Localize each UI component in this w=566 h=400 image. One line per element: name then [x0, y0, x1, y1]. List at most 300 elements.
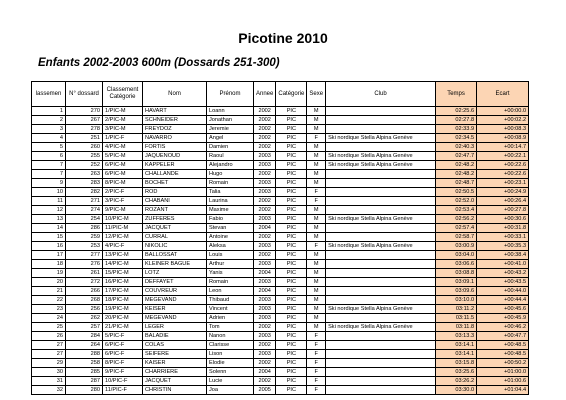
cell-first-name: Elodie [207, 359, 254, 368]
cell-category-rank: 19/PIC-M [103, 305, 143, 314]
table-row [32, 269, 529, 278]
col-header-classement: lassemen [32, 82, 66, 107]
cell-year: 2003 [254, 314, 276, 323]
cell-category-rank: 9/PIC-F [103, 368, 143, 377]
cell-sex: F [307, 197, 326, 206]
cell-gap: +00:33.1 [477, 233, 529, 242]
cell-first-name: Alejandro [207, 161, 254, 170]
cell-time: 03:06.6 [436, 260, 477, 269]
table-row [32, 287, 529, 296]
cell-sex: M [307, 296, 326, 305]
cell-category: PIC [276, 359, 307, 368]
cell-gap: +00:50.2 [477, 359, 529, 368]
cell-club [326, 287, 436, 296]
col-header-annee: Annee [254, 82, 276, 107]
cell-club: Ski nordique Stella Alpina Genève [326, 323, 436, 332]
cell-rank: 27 [32, 341, 66, 350]
cell-first-name: Leon [207, 287, 254, 296]
cell-rank: 21 [32, 287, 66, 296]
cell-category-rank: 18/PIC-M [103, 296, 143, 305]
cell-gap: +00:45.6 [477, 305, 529, 314]
cell-bib: 267 [66, 116, 103, 125]
cell-time: 03:04.0 [436, 251, 477, 260]
cell-club [326, 197, 436, 206]
cell-last-name: MEGEVAND [143, 296, 207, 305]
cell-year: 2003 [254, 305, 276, 314]
cell-year: 2003 [254, 332, 276, 341]
table-row [32, 332, 529, 341]
table-row [32, 215, 529, 224]
cell-club: Ski nordique Stella Alpina Genève [326, 215, 436, 224]
table-row [32, 251, 529, 260]
cell-last-name: CHRISTIN [143, 386, 207, 395]
col-header-club: Club [326, 82, 436, 107]
cell-category: PIC [276, 233, 307, 242]
cell-club [326, 260, 436, 269]
cell-last-name: CHARRIERE [143, 368, 207, 377]
cell-bib: 260 [66, 143, 103, 152]
cell-first-name: Lucie [207, 377, 254, 386]
cell-gap: +00:00.0 [477, 107, 529, 116]
cell-category-rank: 2/PIC-M [103, 116, 143, 125]
cell-time: 03:14.1 [436, 341, 477, 350]
cell-year: 2002 [254, 251, 276, 260]
cell-year: 2002 [254, 134, 276, 143]
cell-last-name: NAVARRO [143, 134, 207, 143]
table-row [32, 116, 529, 125]
cell-rank: 2 [32, 116, 66, 125]
cell-gap: +00:35.3 [477, 242, 529, 251]
cell-first-name: Stevan [207, 224, 254, 233]
cell-time: 02:58.7 [436, 233, 477, 242]
cell-time: 03:10.0 [436, 296, 477, 305]
cell-sex: M [307, 323, 326, 332]
cell-rank: 10 [32, 188, 66, 197]
cell-year: 2002 [254, 323, 276, 332]
cell-gap: +00:22.6 [477, 170, 529, 179]
cell-sex: F [307, 242, 326, 251]
cell-time: 03:15.8 [436, 359, 477, 368]
cell-last-name: KAISER [143, 359, 207, 368]
cell-gap: +00:02.2 [477, 116, 529, 125]
cell-last-name: CURRAL [143, 233, 207, 242]
cell-bib: 256 [66, 305, 103, 314]
cell-category: PIC [276, 350, 307, 359]
cell-club [326, 251, 436, 260]
cell-rank: 31 [32, 377, 66, 386]
cell-gap: +00:08.3 [477, 125, 529, 134]
cell-category: PIC [276, 197, 307, 206]
cell-first-name: Laurina [207, 197, 254, 206]
cell-rank: 11 [32, 197, 66, 206]
cell-first-name: Damien [207, 143, 254, 152]
cell-sex: M [307, 287, 326, 296]
cell-time: 03:11.5 [436, 314, 477, 323]
cell-rank: 20 [32, 278, 66, 287]
cell-rank: 26 [32, 332, 66, 341]
cell-rank: 4 [32, 134, 66, 143]
cell-category-rank: 9/PIC-M [103, 206, 143, 215]
cell-last-name: COUVREUR [143, 287, 207, 296]
cell-first-name: Hugo [207, 170, 254, 179]
table-row [32, 341, 529, 350]
cell-year: 2003 [254, 215, 276, 224]
table-row [32, 350, 529, 359]
cell-category-rank: 17/PIC-M [103, 287, 143, 296]
cell-last-name: FORTIS [143, 143, 207, 152]
cell-sex: M [307, 152, 326, 161]
cell-year: 2003 [254, 350, 276, 359]
table-row [32, 179, 529, 188]
cell-year: 2004 [254, 224, 276, 233]
cell-bib: 253 [66, 242, 103, 251]
cell-time: 02:27.8 [436, 116, 477, 125]
cell-club [326, 224, 436, 233]
cell-time: 02:52.0 [436, 197, 477, 206]
cell-club [326, 368, 436, 377]
cell-year: 2002 [254, 341, 276, 350]
cell-club [326, 143, 436, 152]
cell-rank: 27 [32, 350, 66, 359]
cell-rank: 6 [32, 152, 66, 161]
cell-time: 02:40.3 [436, 143, 477, 152]
cell-gap: +00:27.8 [477, 206, 529, 215]
cell-rank: 9 [32, 179, 66, 188]
cell-rank: 13 [32, 215, 66, 224]
col-header-nom: Nom [143, 82, 207, 107]
cell-bib: 263 [66, 170, 103, 179]
cell-bib: 271 [66, 197, 103, 206]
cell-first-name: Maxime [207, 206, 254, 215]
cell-rank: 7 [32, 161, 66, 170]
cell-sex: M [307, 269, 326, 278]
cell-gap: +00:26.4 [477, 197, 529, 206]
cell-year: 2002 [254, 197, 276, 206]
cell-year: 2004 [254, 368, 276, 377]
cell-category: PIC [276, 305, 307, 314]
cell-last-name: BALLOSSAT [143, 251, 207, 260]
cell-club: Ski nordique Stella Alpina Genève [326, 305, 436, 314]
table-row [32, 134, 529, 143]
cell-category-rank: 1/PIC-M [103, 107, 143, 116]
col-header-classement-categorie: Classement Catégorie [103, 82, 143, 107]
cell-club [326, 269, 436, 278]
cell-rank: 19 [32, 269, 66, 278]
cell-first-name: Romain [207, 179, 254, 188]
table-row [32, 233, 529, 242]
cell-rank: 22 [32, 296, 66, 305]
cell-first-name: Raoul [207, 152, 254, 161]
cell-sex: M [307, 215, 326, 224]
cell-category: PIC [276, 323, 307, 332]
cell-sex: F [307, 341, 326, 350]
cell-rank: 7 [32, 170, 66, 179]
cell-last-name: ROZANT [143, 206, 207, 215]
cell-time: 03:09.1 [436, 278, 477, 287]
cell-category-rank: 4/PIC-M [103, 143, 143, 152]
table-row [32, 323, 529, 332]
cell-time: 03:09.6 [436, 287, 477, 296]
cell-gap: +00:14.7 [477, 143, 529, 152]
cell-gap: +00:31.8 [477, 224, 529, 233]
cell-bib: 285 [66, 368, 103, 377]
cell-first-name: Loann [207, 107, 254, 116]
cell-category-rank: 5/PIC-M [103, 152, 143, 161]
cell-rank: 5 [32, 143, 66, 152]
cell-bib: 254 [66, 215, 103, 224]
cell-time: 03:14.1 [436, 350, 477, 359]
cell-club [326, 125, 436, 134]
cell-first-name: Lison [207, 350, 254, 359]
cell-gap: +01:00.0 [477, 368, 529, 377]
cell-time: 03:11.2 [436, 305, 477, 314]
cell-year: 2003 [254, 161, 276, 170]
cell-year: 2002 [254, 170, 276, 179]
table-row [32, 386, 529, 395]
cell-time: 03:00.9 [436, 242, 477, 251]
cell-bib: 266 [66, 287, 103, 296]
cell-first-name: Nanon [207, 332, 254, 341]
cell-category: PIC [276, 116, 307, 125]
cell-club [326, 179, 436, 188]
table-row [32, 314, 529, 323]
cell-sex: M [307, 260, 326, 269]
cell-sex: M [307, 206, 326, 215]
cell-last-name: DEFFAYET [143, 278, 207, 287]
cell-gap: +00:48.5 [477, 341, 529, 350]
cell-club [326, 350, 436, 359]
cell-category: PIC [276, 188, 307, 197]
table-row [32, 368, 529, 377]
cell-last-name: HAVART [143, 107, 207, 116]
cell-category: PIC [276, 341, 307, 350]
cell-rank: 30 [32, 368, 66, 377]
cell-bib: 251 [66, 134, 103, 143]
cell-last-name: KLEINER BAGUE [143, 260, 207, 269]
table-row [32, 377, 529, 386]
cell-club: Ski nordique Stella Alpina Genève [326, 242, 436, 251]
cell-club [326, 116, 436, 125]
cell-bib: 287 [66, 377, 103, 386]
table-row [32, 359, 529, 368]
cell-category: PIC [276, 314, 307, 323]
cell-gap: +00:46.2 [477, 323, 529, 332]
table-row [32, 188, 529, 197]
cell-first-name: Adrien [207, 314, 254, 323]
cell-sex: M [307, 179, 326, 188]
cell-gap: +00:24.9 [477, 188, 529, 197]
cell-last-name: JAQUENOUD [143, 152, 207, 161]
cell-bib: 272 [66, 278, 103, 287]
cell-sex: M [307, 278, 326, 287]
cell-gap: +00:22.1 [477, 152, 529, 161]
cell-last-name: JACQUET [143, 377, 207, 386]
cell-time: 02:48.7 [436, 179, 477, 188]
cell-bib: 283 [66, 179, 103, 188]
cell-category-rank: 6/PIC-F [103, 341, 143, 350]
cell-gap: +01:04.4 [477, 386, 529, 395]
cell-sex: M [307, 143, 326, 152]
cell-gap: +00:43.5 [477, 278, 529, 287]
cell-rank: 24 [32, 314, 66, 323]
cell-bib: 280 [66, 386, 103, 395]
col-header-ecart: Ecart [477, 82, 529, 107]
cell-time: 03:26.2 [436, 377, 477, 386]
cell-time: 02:33.9 [436, 125, 477, 134]
cell-first-name: Aleksa [207, 242, 254, 251]
cell-year: 2002 [254, 206, 276, 215]
cell-first-name: Thibaud [207, 296, 254, 305]
cell-category: PIC [276, 377, 307, 386]
cell-gap: +00:45.9 [477, 314, 529, 323]
cell-sex: M [307, 107, 326, 116]
cell-bib: 277 [66, 251, 103, 260]
cell-gap: +00:38.4 [477, 251, 529, 260]
cell-first-name: Angel [207, 134, 254, 143]
cell-rank: 3 [32, 125, 66, 134]
col-header-prenom: Prénom [207, 82, 254, 107]
cell-category-rank: 6/PIC-M [103, 170, 143, 179]
cell-bib: 282 [66, 188, 103, 197]
cell-category: PIC [276, 215, 307, 224]
table-row [32, 278, 529, 287]
cell-category-rank: 12/PIC-M [103, 233, 143, 242]
cell-first-name: Antoine [207, 233, 254, 242]
cell-rank: 16 [32, 242, 66, 251]
cell-sex: M [307, 251, 326, 260]
cell-bib: 288 [66, 350, 103, 359]
cell-gap: +00:44.0 [477, 287, 529, 296]
cell-rank: 25 [32, 323, 66, 332]
cell-category-rank: 10/PIC-F [103, 377, 143, 386]
cell-last-name: SEIFERE [143, 350, 207, 359]
cell-category: PIC [276, 287, 307, 296]
cell-gap: +00:48.5 [477, 350, 529, 359]
cell-first-name: Talia [207, 188, 254, 197]
cell-bib: 259 [66, 233, 103, 242]
cell-category-rank: 14/PIC-M [103, 260, 143, 269]
table-row [32, 224, 529, 233]
cell-gap: +00:22.6 [477, 161, 529, 170]
cell-rank: 1 [32, 107, 66, 116]
cell-time: 02:34.5 [436, 134, 477, 143]
cell-last-name: BALADIE [143, 332, 207, 341]
cell-category: PIC [276, 332, 307, 341]
cell-gap: +00:23.1 [477, 179, 529, 188]
cell-bib: 274 [66, 206, 103, 215]
cell-bib: 255 [66, 152, 103, 161]
cell-year: 2002 [254, 143, 276, 152]
col-header-temps: Temps [436, 82, 477, 107]
cell-sex: F [307, 377, 326, 386]
cell-sex: F [307, 134, 326, 143]
cell-category-rank: 6/PIC-M [103, 161, 143, 170]
cell-last-name: KEISER [143, 305, 207, 314]
cell-year: 2003 [254, 296, 276, 305]
cell-first-name: Vincent [207, 305, 254, 314]
cell-category-rank: 8/PIC-M [103, 179, 143, 188]
cell-last-name: FREYDOZ [143, 125, 207, 134]
cell-rank: 12 [32, 206, 66, 215]
cell-gap: +00:08.9 [477, 134, 529, 143]
cell-category: PIC [276, 224, 307, 233]
cell-club [326, 206, 436, 215]
cell-category: PIC [276, 143, 307, 152]
cell-sex: F [307, 359, 326, 368]
cell-time: 02:53.4 [436, 206, 477, 215]
cell-rank: 32 [32, 386, 66, 395]
results-table [31, 81, 529, 395]
cell-category: PIC [276, 296, 307, 305]
table-row [32, 152, 529, 161]
cell-first-name: Jonathan [207, 116, 254, 125]
cell-category: PIC [276, 260, 307, 269]
table-row [32, 305, 529, 314]
cell-bib: 276 [66, 260, 103, 269]
cell-club: Ski nordique Stella Alpina Genève [326, 134, 436, 143]
cell-club [326, 107, 436, 116]
cell-category: PIC [276, 368, 307, 377]
cell-club [326, 278, 436, 287]
cell-category: PIC [276, 152, 307, 161]
cell-sex: F [307, 188, 326, 197]
cell-gap: +01:00.6 [477, 377, 529, 386]
cell-club [326, 314, 436, 323]
cell-first-name: Louis [207, 251, 254, 260]
cell-rank: 18 [32, 260, 66, 269]
table-row [32, 206, 529, 215]
cell-club [326, 188, 436, 197]
cell-first-name: Yanis [207, 269, 254, 278]
cell-category: PIC [276, 170, 307, 179]
cell-club [326, 386, 436, 395]
cell-category-rank: 8/PIC-F [103, 359, 143, 368]
cell-rank: 15 [32, 233, 66, 242]
cell-category: PIC [276, 107, 307, 116]
cell-gap: +00:30.6 [477, 215, 529, 224]
table-row [32, 197, 529, 206]
cell-first-name: Fabio [207, 215, 254, 224]
cell-sex: M [307, 125, 326, 134]
results-body [32, 107, 529, 395]
cell-category-rank: 11/PIC-M [103, 224, 143, 233]
cell-sex: F [307, 350, 326, 359]
col-header-dossard: N° dossard [66, 82, 103, 107]
cell-category: PIC [276, 206, 307, 215]
cell-year: 2004 [254, 287, 276, 296]
cell-last-name: ROD [143, 188, 207, 197]
cell-time: 02:25.6 [436, 107, 477, 116]
cell-category-rank: 10/PIC-M [103, 215, 143, 224]
cell-sex: M [307, 161, 326, 170]
cell-year: 2002 [254, 377, 276, 386]
cell-sex: M [307, 116, 326, 125]
cell-category: PIC [276, 242, 307, 251]
cell-club: Ski nordique Stella Alpina Genève [326, 161, 436, 170]
cell-time: 02:57.4 [436, 224, 477, 233]
cell-last-name: CHALLANDE [143, 170, 207, 179]
cell-first-name: Joa [207, 386, 254, 395]
cell-category: PIC [276, 161, 307, 170]
table-row [32, 242, 529, 251]
cell-last-name: SCHNEIDER [143, 116, 207, 125]
cell-category-rank: 15/PIC-M [103, 269, 143, 278]
cell-category: PIC [276, 179, 307, 188]
cell-year: 2002 [254, 233, 276, 242]
cell-year: 2002 [254, 107, 276, 116]
cell-time: 03:30.0 [436, 386, 477, 395]
cell-first-name: Tom [207, 323, 254, 332]
